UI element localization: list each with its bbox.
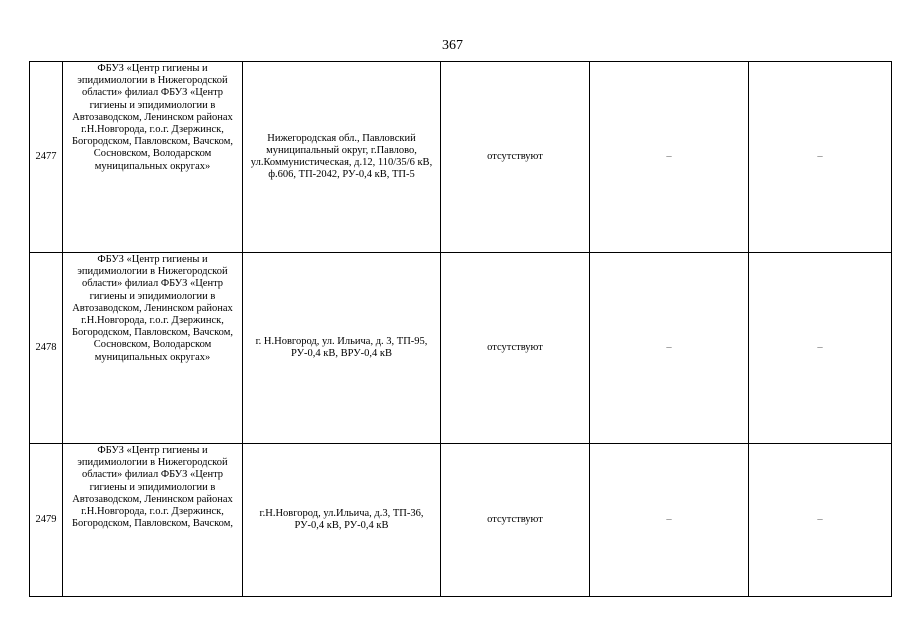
row-number: 2478: [30, 253, 63, 444]
table-row: [30, 253, 892, 444]
row-number: 2477: [30, 62, 63, 253]
dash-cell: –: [590, 253, 749, 444]
address-cell: Нижегородская обл., Павловский муниципальный округ, г.Павлово, ул.Коммунистическая, д.12, 110/35/6 кВ, ф.606, ТП-2042, РУ-0,4 кВ, ТП-5: [243, 62, 441, 253]
dash-cell: –: [590, 444, 749, 597]
status-cell: отсутствуют: [441, 444, 590, 597]
address-cell: г. Н.Новгород, ул. Ильича, д. 3, ТП-95, РУ-0,4 кВ, ВРУ-0,4 кВ: [243, 253, 441, 444]
registry-table: [29, 61, 892, 597]
organization-cell: ФБУЗ «Центр гигиены и эпидимиологии в Нижегородской области» филиал ФБУЗ «Центр гигиены и эпидимиологии в Автозаводском, Ленинском районах г.Н.Новгорода, г.о.г. Дзержинск, Богородском, Павловском, Вачском, Сосновском, Володарском муниципальных округах»: [63, 62, 243, 253]
table-row: [30, 62, 892, 253]
dash-cell: –: [749, 444, 892, 597]
table-row: [30, 444, 892, 597]
dash-cell: –: [749, 253, 892, 444]
dash-cell: –: [749, 62, 892, 253]
organization-cell: ФБУЗ «Центр гигиены и эпидимиологии в Нижегородской области» филиал ФБУЗ «Центр гигиены и эпидимиологии в Автозаводском, Ленинском районах г.Н.Новгорода, г.о.г. Дзержинск, Богородском, Павловском, Вачском, Сосновском, Володарском муниципальных округах»: [63, 253, 243, 444]
row-number: 2479: [30, 444, 63, 597]
status-cell: отсутствуют: [441, 253, 590, 444]
dash-cell: –: [590, 62, 749, 253]
address-cell: г.Н.Новгород, ул.Ильича, д.3, ТП-36, РУ-0,4 кВ, РУ-0,4 кВ: [243, 444, 441, 597]
page-number: 367: [442, 38, 463, 53]
organization-cell: ФБУЗ «Центр гигиены и эпидимиологии в Нижегородской области» филиал ФБУЗ «Центр гигиены и эпидимиологии в Автозаводском, Ленинском районах г.Н.Новгорода, г.о.г. Дзержинск, Богородском, Павловском, Вачском,: [63, 444, 243, 597]
status-cell: отсутствуют: [441, 62, 590, 253]
